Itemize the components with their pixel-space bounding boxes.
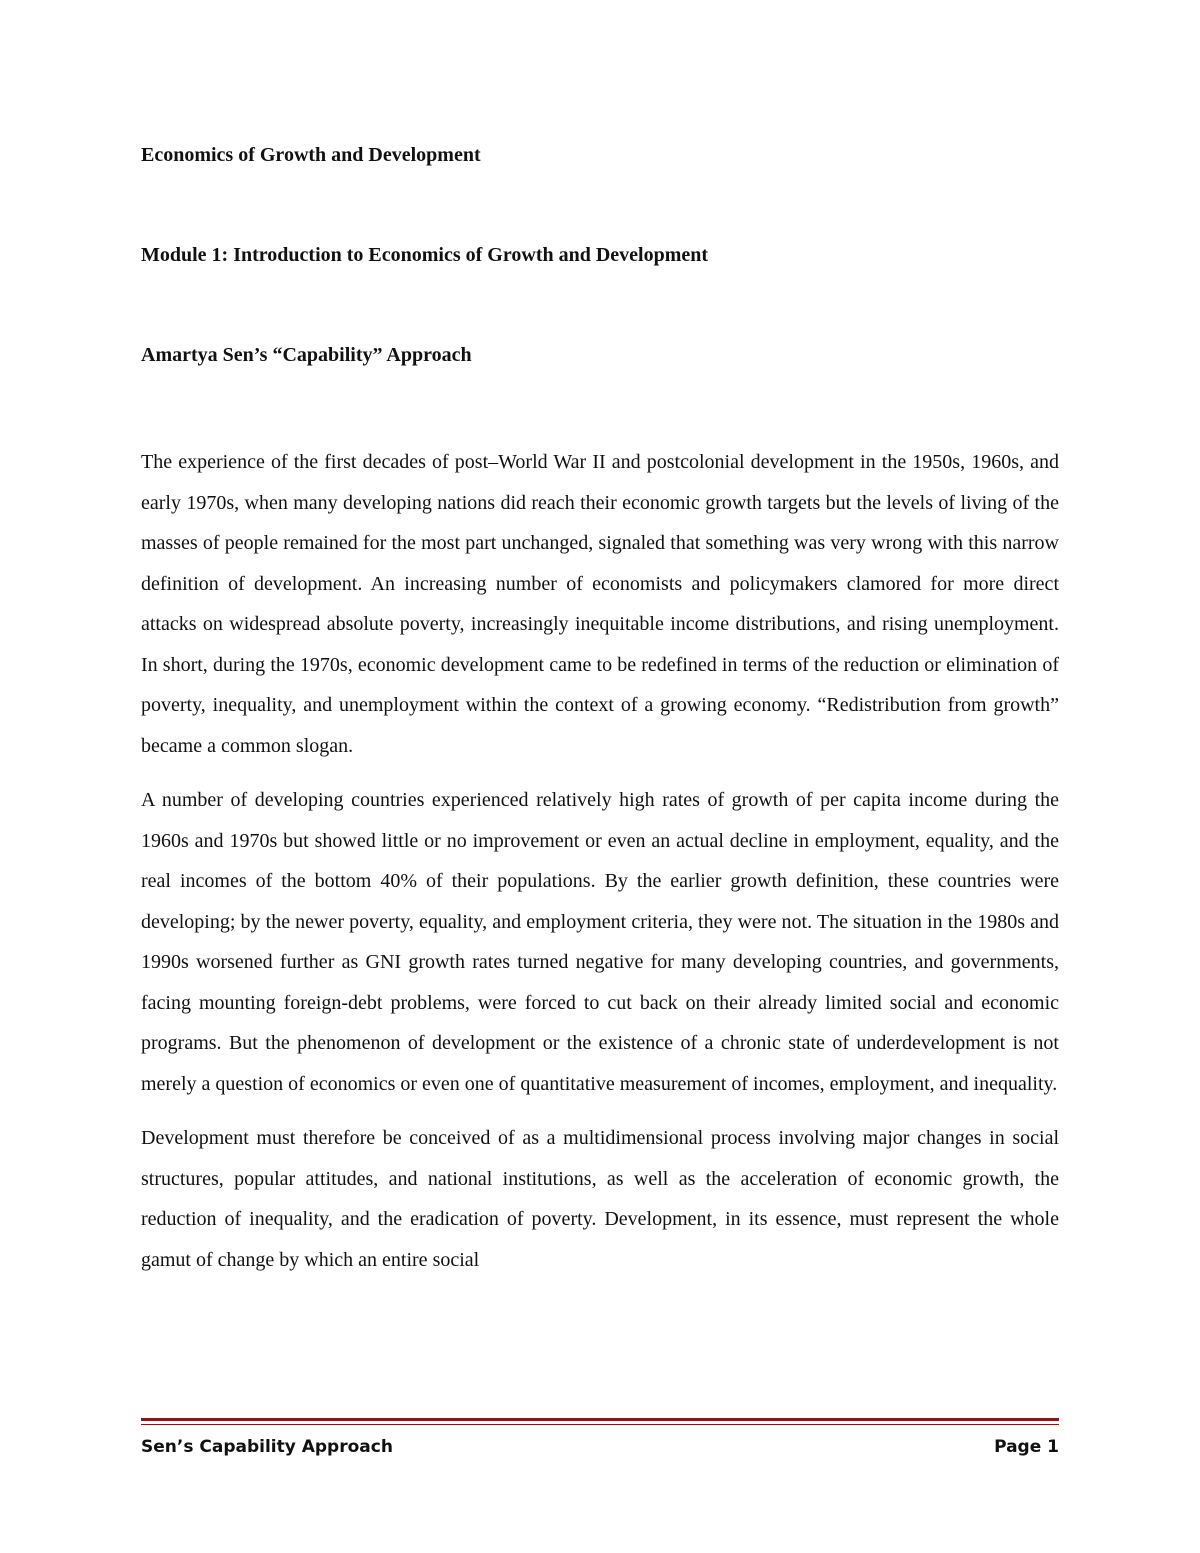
page-content <box>141 140 1059 1280</box>
module-title: Module 1: Introduction to Economics of Growth and Development <box>141 244 709 266</box>
footer-rule-thin <box>141 1424 1059 1425</box>
body-paragraph: A number of developing countries experienced relatively high rates of growth of per capita income during the 1960s and 1970s but showed little or no improvement or even an actual decline in employment, equality, and the real incomes of the bottom 40% of their populations. By the earlier growth definition, these countries were developing; by the newer poverty, equality, and employment criteria, they were not. The situation in the 1980s and 1990s worsened further as GNI growth rates turned negative for many developing countries, and governments, facing mounting foreign-debt problems, were forced to cut back on their already limited social and economic programs. But the phenomenon of development or the existence of a chronic state of underdevelopment is not merely a question of economics or even one of quantitative measurement of incomes, employment, and inequality. <box>141 789 1059 1095</box>
document-title: Economics of Growth and Development <box>141 144 481 166</box>
section-title: Amartya Sen’s “Capability” Approach <box>141 344 472 366</box>
body-paragraph: Development must therefore be conceived of as a multidimensional process involving major changes in social structures, popular attitudes, and national institutions, as well as the acceleration of economic growth, the reduction of inequality, and the eradication of poverty. Development, in its essence, must represent the whole gamut of change by which an entire social <box>141 1127 1059 1271</box>
footer-page-number: Page 1 <box>994 1437 1059 1457</box>
footer-running-title: Sen’s Capability Approach <box>141 1437 393 1457</box>
body-paragraph: The experience of the first decades of post–World War II and postcolonial development in the 1950s, 1960s, and early 1970s, when many developing nations did reach their economic growth targets but the levels of living of the masses of people remained for the most part unchanged, signaled that something was very wrong with this narrow definition of development. An increasing number of economists and policymakers clamored for more direct attacks on widespread absolute poverty, increasingly inequitable income distributions, and rising unemployment. In short, during the 1970s, economic development came to be redefined in terms of the reduction or elimination of poverty, inequality, and unemployment within the context of a growing economy. “Redistribution from growth” became a common slogan. <box>141 451 1059 757</box>
footer-rule-thick <box>141 1418 1059 1421</box>
page-footer <box>141 1432 1059 1462</box>
